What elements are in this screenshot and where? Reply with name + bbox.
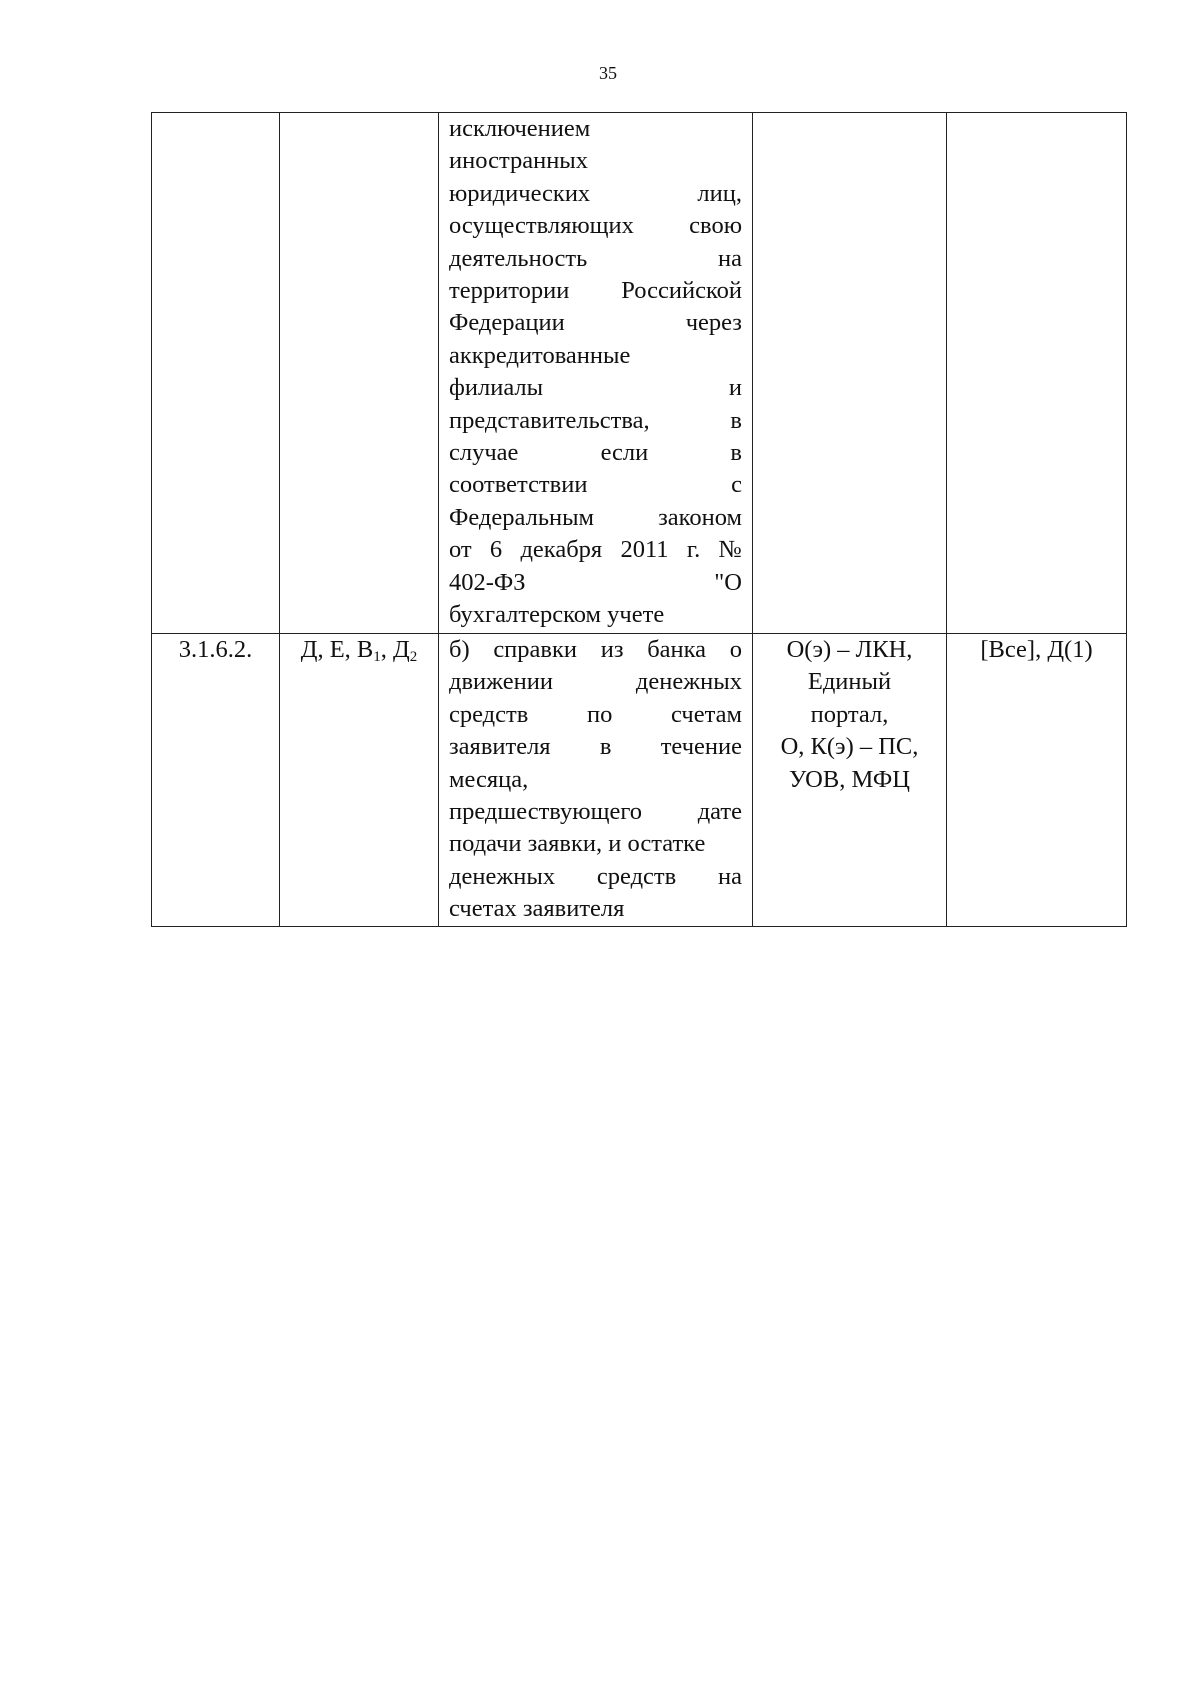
text-line xyxy=(449,178,742,210)
table-row xyxy=(152,113,1127,634)
text-word: № xyxy=(718,536,742,564)
text-word: счетам xyxy=(671,700,742,728)
submission-channel-cell xyxy=(753,634,947,927)
channel-line: Единый xyxy=(807,668,892,696)
text-line xyxy=(449,275,742,307)
text-word: филиалы xyxy=(449,374,544,402)
text-word: если xyxy=(600,439,649,467)
text-line xyxy=(449,437,742,469)
text-line xyxy=(449,796,742,828)
document-description-text xyxy=(439,113,752,632)
text-word: аккредитованные xyxy=(449,341,631,369)
text-line xyxy=(449,828,742,860)
category-text: , Д xyxy=(380,636,410,663)
text-word: средств xyxy=(596,862,677,890)
text-word: в xyxy=(730,439,742,467)
text-line xyxy=(449,405,742,437)
text-word: справки xyxy=(493,636,578,663)
text-word: лиц, xyxy=(697,179,742,207)
text-word: движении xyxy=(449,668,553,696)
document-description-cell xyxy=(439,634,753,927)
text-line xyxy=(449,699,742,731)
category-cell xyxy=(280,113,439,634)
text-word: банка xyxy=(647,636,707,663)
text-word: с xyxy=(731,471,742,499)
text-word: месяца, xyxy=(449,765,529,793)
category-subscript: 2 xyxy=(409,649,418,665)
condition-cell xyxy=(947,113,1127,634)
text-word: в xyxy=(599,733,612,761)
document-description-text xyxy=(439,634,752,926)
text-line xyxy=(449,210,742,242)
text-word: из xyxy=(600,636,624,663)
text-line xyxy=(449,634,742,666)
category-cell xyxy=(280,634,439,927)
category-text: Д, Е, В xyxy=(300,636,374,663)
text-line xyxy=(449,469,742,501)
text-line xyxy=(449,145,742,177)
text-line xyxy=(449,764,742,796)
category-subscript: 1 xyxy=(373,649,381,665)
text-word: дате xyxy=(697,798,742,826)
text-word: 6 xyxy=(489,536,503,564)
text-line xyxy=(449,340,742,372)
text-line xyxy=(449,599,742,631)
text-word: г. xyxy=(686,536,701,564)
text-line xyxy=(449,113,742,145)
text-line xyxy=(449,307,742,339)
text-line xyxy=(449,666,742,698)
text-word: Российской xyxy=(621,277,742,305)
channel-line: УОВ, МФЦ xyxy=(789,765,910,793)
channel-line: О(э) – ЛКН, xyxy=(786,636,913,663)
text-line xyxy=(449,534,742,566)
condition-cell: [Все], Д(1) xyxy=(947,634,1127,927)
text-word: предшествующего xyxy=(449,798,643,826)
text-word: соответствии xyxy=(449,471,588,499)
document-description-cell xyxy=(439,113,753,634)
submission-channel-text xyxy=(753,634,946,796)
text-word: на xyxy=(718,244,742,272)
text-line xyxy=(449,243,742,275)
text-word: заявителя xyxy=(449,733,551,761)
text-word: Федерации xyxy=(449,309,565,337)
text-word: осуществляющих xyxy=(449,212,634,240)
text-word: средств xyxy=(449,700,529,728)
text-line xyxy=(449,567,742,599)
text-line xyxy=(449,502,742,534)
text-word: Федеральным xyxy=(449,503,595,531)
row-number-cell xyxy=(152,113,280,634)
text-word: через xyxy=(685,309,742,337)
text-word: иностранных xyxy=(449,147,589,175)
text-word: счетах заявителя xyxy=(449,895,625,923)
text-word: о xyxy=(729,636,742,663)
text-word: б) xyxy=(449,636,470,663)
text-word: декабря xyxy=(520,536,603,564)
text-word: течение xyxy=(660,733,742,761)
table-row xyxy=(152,634,1127,927)
text-word: деятельность xyxy=(449,244,588,272)
text-word: подачи заявки, и остатке xyxy=(449,830,706,858)
text-line xyxy=(449,893,742,925)
text-word: свою xyxy=(689,212,742,240)
text-word: денежных xyxy=(635,668,742,696)
text-word: в xyxy=(730,406,742,434)
text-word: от xyxy=(449,536,472,564)
text-word: и xyxy=(728,374,742,402)
text-word: исключением xyxy=(449,115,591,142)
text-word: на xyxy=(718,862,742,890)
text-word: случае xyxy=(449,439,519,467)
text-word: денежных xyxy=(449,862,556,890)
text-line xyxy=(449,861,742,893)
text-word: "О xyxy=(714,568,742,596)
channel-line: О, К(э) – ПС, xyxy=(780,733,919,761)
text-word: 2011 xyxy=(620,536,669,564)
text-word: законом xyxy=(658,503,742,531)
page-number: 35 xyxy=(599,63,617,83)
text-word: 402-ФЗ xyxy=(449,568,526,596)
text-line xyxy=(449,731,742,763)
text-word: представительства, xyxy=(449,406,650,434)
submission-channel-cell xyxy=(753,113,947,634)
text-word: юридических xyxy=(449,179,591,207)
channel-line: портал, xyxy=(810,700,889,728)
text-line xyxy=(449,372,742,404)
document-table xyxy=(151,112,1127,927)
text-word: по xyxy=(586,700,613,728)
text-word: территории xyxy=(449,277,570,305)
row-number-cell: 3.1.6.2. xyxy=(152,634,280,927)
text-word: бухгалтерском учете xyxy=(449,601,665,629)
